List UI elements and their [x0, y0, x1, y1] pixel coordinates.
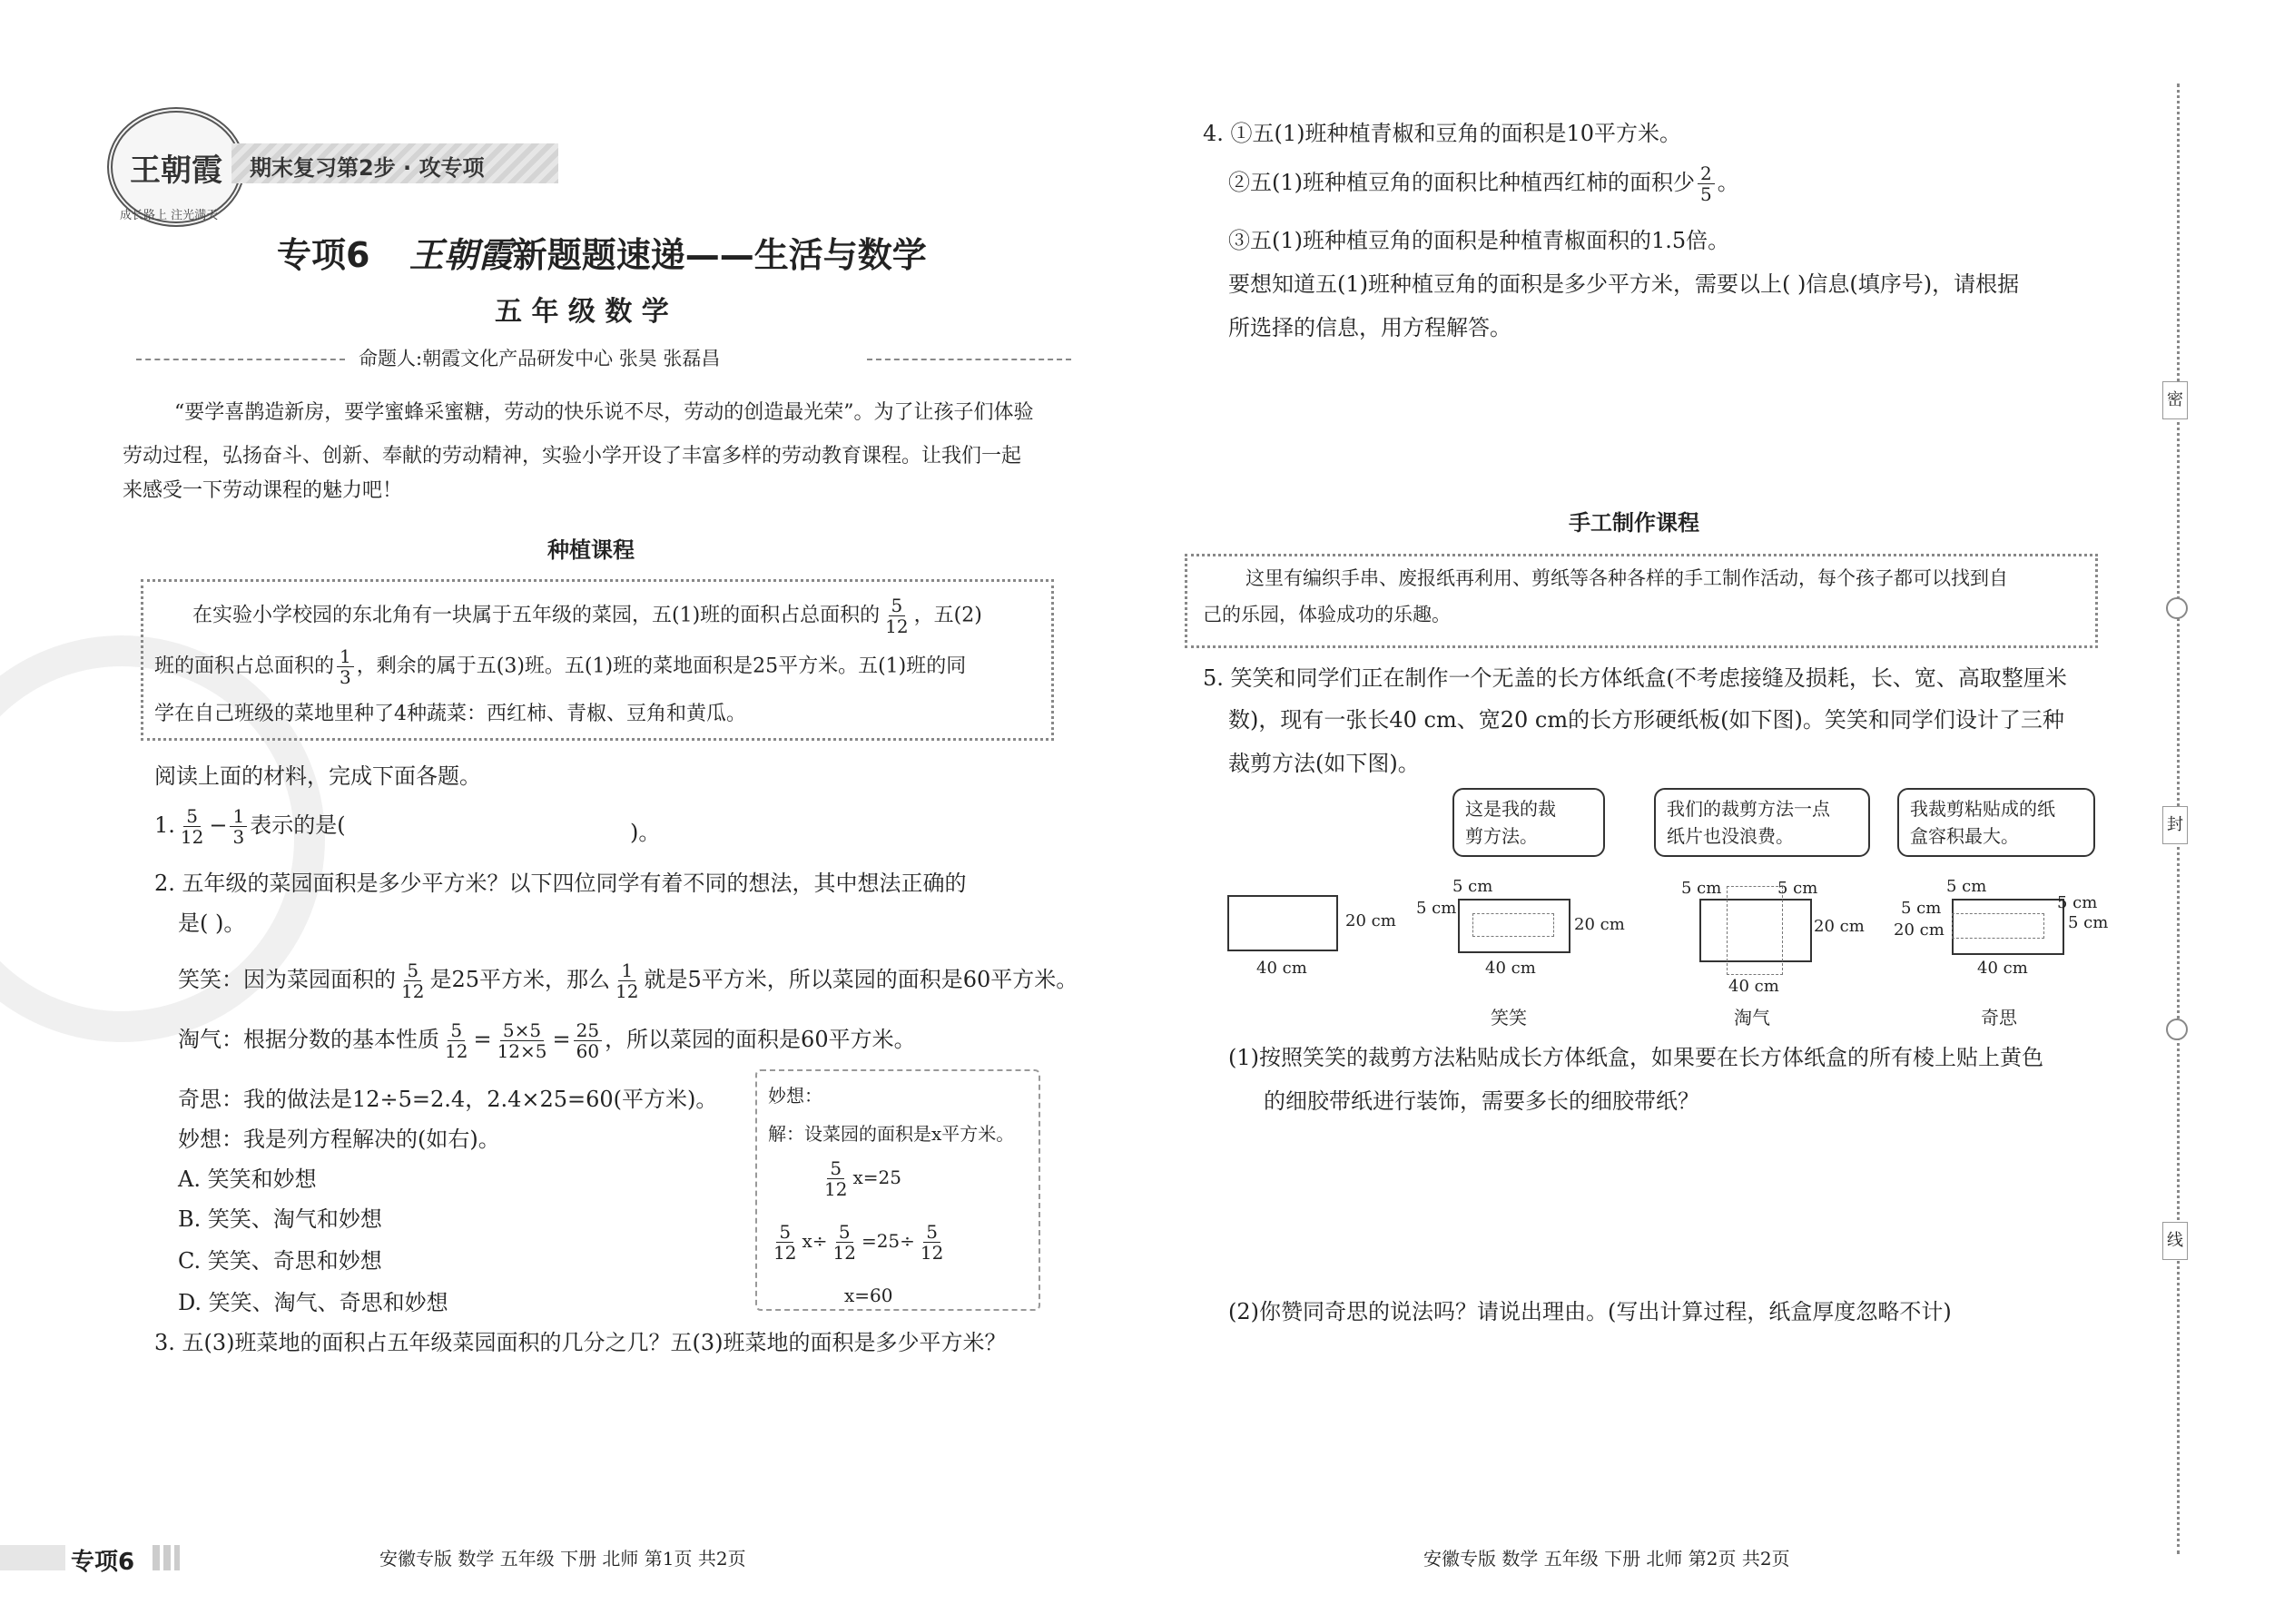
fold-line: [1727, 886, 1783, 975]
q5-sub2: (2)你赞同奇思的说法吗？请说出理由。(写出计算过程，纸盒厚度忽略不计): [1228, 1299, 1952, 1324]
fig3-right-label: 5 cm: [2068, 913, 2109, 932]
figure-name-qisi: 奇思: [1981, 1007, 2017, 1029]
q1-minus: −: [209, 812, 228, 838]
fraction-numerator: 5: [889, 595, 906, 616]
bubble-line: 这是我的裁: [1465, 798, 1556, 820]
xiaoxiao-c: 就是5平方米，所以菜园的面积是60平方米。: [644, 967, 1078, 992]
fraction-denominator: 12: [920, 1242, 944, 1264]
bubble-line: 纸片也没浪费。: [1667, 825, 1794, 847]
figure-name-taoqi: 淘气: [1734, 1007, 1770, 1029]
option-b: B. 笑笑、淘气和妙想: [178, 1206, 382, 1232]
authors-rule-left: [136, 359, 345, 360]
box-eq2a: x÷: [802, 1230, 828, 1252]
fraction-numerator: 5×5: [500, 1020, 544, 1041]
fraction-1-3: [230, 806, 247, 847]
fraction-denominator: 12: [773, 1242, 797, 1264]
option-c: C. 笑笑、奇思和妙想: [178, 1248, 382, 1274]
fraction-denominator: 12: [445, 1040, 468, 1062]
q5-line-1: 5. 笑笑和同学们正在制作一个无盖的长方体纸盒(不考虑接缝及损耗，长、宽、高取整厘米: [1203, 665, 2067, 691]
fraction-numerator: 5: [836, 1222, 853, 1243]
side-marker-seal: 封: [2162, 806, 2188, 844]
fraction-5-12: [178, 806, 206, 847]
taoqi-idea: [178, 1020, 916, 1061]
fraction-5-12: [918, 1222, 946, 1263]
taoqi-a: 淘气：根据分数的基本性质: [178, 1027, 439, 1052]
question-2-line-1: 2. 五年级的菜园面积是多少平方米？以下四位同学有着不同的想法，其中想法正确的: [154, 871, 967, 896]
option-a: A. 笑笑和妙想: [178, 1166, 317, 1192]
fig2-width-label: 40 cm: [1728, 977, 1779, 996]
box-eq-1: [819, 1158, 901, 1199]
fold-line: [1472, 913, 1554, 937]
option-d: D. 笑笑、淘气、奇思和妙想: [178, 1290, 448, 1315]
q1-num: 1.: [154, 812, 175, 838]
box-line-1: 解：设菜园的面积是x平方米。: [768, 1123, 1015, 1145]
fig2-height-label: 20 cm: [1814, 917, 1865, 936]
title-prefix: 专项6: [277, 235, 370, 275]
q4-line-3: ③五(1)班种植豆角的面积是种植青椒面积的1.5倍。: [1228, 228, 1730, 253]
fig0-height-label: 20 cm: [1345, 911, 1396, 930]
fraction-denominator: 12: [180, 826, 204, 848]
q4-l2a: ②五(1)班种植豆角的面积比种植西红柿的面积少: [1228, 170, 1695, 195]
fraction-denominator: 12: [615, 980, 639, 1002]
side-marker-seal: 密: [2162, 381, 2188, 419]
xiaoxiao-idea: [178, 960, 1078, 1001]
section-tab: [231, 143, 558, 183]
fraction-1-3: [337, 646, 354, 687]
fraction-denominator: 12: [824, 1178, 848, 1200]
fraction-denominator: 12: [885, 615, 909, 637]
box-eq-3: x=60: [844, 1284, 893, 1306]
handcraft-line-1: 这里有编织手串、废报纸再利用、剪纸等各种各样的手工制作活动，每个孩子都可以找到自: [1245, 567, 2008, 589]
cardboard-rectangle: [1227, 895, 1338, 951]
bubble-line: 盒容积最大。: [1910, 825, 2019, 847]
intro-line-2: 劳动过程，弘扬奋斗、创新、奉献的劳动精神，实验小学开设了丰富多样的劳动教育课程。让我们一起: [123, 445, 1022, 468]
fraction-denominator: 12: [832, 1242, 856, 1264]
intro-line-3: 来感受一下劳动课程的魅力吧！: [123, 479, 403, 502]
handcraft-heading: 手工制作课程: [1569, 510, 1699, 536]
fraction-numerator: 5: [183, 806, 201, 827]
miaoxiang-idea: 妙想：我是列方程解决的(如右)。: [178, 1127, 500, 1152]
fraction-numerator: 1: [230, 806, 247, 827]
fraction-numerator: 1: [618, 960, 635, 981]
read-prompt: 阅读上面的材料，完成下面各题。: [154, 763, 481, 789]
footer-tag-squares: [153, 1545, 180, 1570]
question-1: [154, 806, 346, 847]
q4-line-4: 要想知道五(1)班种植豆角的面积是多少平方米，需要以上( )信息(填序号)，请根据: [1228, 271, 2020, 297]
speech-bubble-qisi: [1897, 788, 2095, 857]
fraction-5-12: [831, 1222, 859, 1263]
footer-tag-bar: [0, 1545, 65, 1570]
badge-text: 王朝霞: [130, 152, 222, 189]
equals: =: [552, 1027, 571, 1052]
fraction-numerator: 5: [923, 1222, 940, 1243]
fraction-5-12: [399, 960, 427, 1001]
fig3-right-top-label: 5 cm: [2057, 893, 2098, 912]
xiaoxiao-a: 笑笑：因为菜园面积的: [178, 967, 396, 992]
fraction-numerator: 1: [337, 646, 354, 667]
fig3-left-top-label: 5 cm: [1901, 899, 1942, 918]
fraction-denominator: 12×5: [497, 1040, 547, 1062]
fraction-1-12: [613, 960, 641, 1001]
fraction-5-12: [442, 1020, 470, 1061]
fraction-numerator: 5: [776, 1222, 793, 1243]
q5-sub1-line-2: 的细胶带纸进行装饰，需要多长的细胶带纸？: [1264, 1088, 1699, 1114]
bubble-line: 我们的裁剪方法一点: [1667, 798, 1830, 820]
question-3: 3. 五(3)班菜地的面积占五年级菜园面积的几分之几？五(3)班菜地的面积是多少平方米？: [154, 1330, 1007, 1355]
fig1-width-label: 40 cm: [1485, 959, 1536, 978]
bubble-line: 剪方法。: [1465, 825, 1538, 847]
planting-line-2: [154, 646, 966, 687]
q5-line-2: 数)，现有一张长40 cm、宽20 cm的长方形硬纸板(如下图)。笑笑和同学们设计了三种: [1228, 707, 2064, 733]
speech-bubble-taoqi: [1654, 788, 1870, 857]
planting-line-3: 学在自己班级的菜地里种了4种蔬菜：西红柿、青椒、豆角和黄瓜。: [154, 703, 746, 725]
page-subtitle: 五 年 级 数 学: [495, 296, 669, 328]
fraction-25-60: [574, 1020, 602, 1061]
fraction-numerator: 5: [404, 960, 421, 981]
q5-line-3: 裁剪方法(如下图)。: [1228, 751, 1420, 776]
fraction-denominator: 3: [232, 826, 245, 848]
speech-bubble-xiaoxiao: [1452, 788, 1605, 857]
side-circle-marker: [2166, 1019, 2188, 1040]
footer-left: 安徽专版 数学 五年级 下册 北师 第1页 共2页: [379, 1548, 746, 1570]
fig1-left-label: 5 cm: [1416, 899, 1457, 918]
fraction-5x5-12x5: [495, 1020, 550, 1061]
q4-l2b: 。: [1717, 170, 1739, 195]
fraction-5-12: [771, 1222, 799, 1263]
intro-line-1: “要学喜鹊造新房，要学蜜蜂采蜜糖，劳动的快乐说不尽，劳动的创造最光荣”。为了让孩子们体验: [174, 401, 1034, 424]
qisi-idea: 奇思：我的做法是12÷5=2.4，2.4×25=60(平方米)。: [178, 1087, 718, 1112]
equals: =: [473, 1027, 492, 1052]
box-eq1-text: x=25: [852, 1166, 901, 1188]
xiaoxiao-b: 是25平方米，那么: [429, 967, 610, 992]
planting-p1a: 在实验小学校园的东北角有一块属于五年级的菜园，五(1)班的面积占总面积的: [192, 604, 881, 627]
planting-p2b: ，剩余的属于五(3)班。五(1)班的菜地面积是25平方米。五(1)班的同: [356, 655, 967, 678]
q4-line-5: 所选择的信息，用方程解答。: [1228, 315, 1511, 340]
title-brand: 王朝霞: [409, 235, 513, 275]
fig1-height-label: 20 cm: [1574, 915, 1625, 934]
planting-heading: 种植课程: [547, 537, 635, 563]
side-circle-marker: [2166, 597, 2188, 619]
q1-text: 表示的是(: [250, 812, 346, 838]
authors-rule-right: [867, 359, 1071, 360]
question-2-line-2: 是( )。: [178, 910, 246, 936]
fraction-5-12: [882, 595, 911, 636]
fraction-denominator: 3: [340, 666, 351, 688]
fraction-2-5: [1698, 163, 1715, 204]
fig2-tr-label: 5 cm: [1777, 879, 1818, 898]
fig0-width-label: 40 cm: [1256, 959, 1307, 978]
q4-line-2: [1228, 163, 1739, 204]
q1-close: )。: [630, 820, 661, 845]
section-tab-label: 期末复习第2步 · 攻专项: [250, 155, 485, 181]
fold-line: [1952, 913, 2044, 939]
fraction-numerator: 2: [1698, 163, 1715, 184]
footer-tag: 专项6: [71, 1549, 135, 1576]
handcraft-line-2: 己的乐园，体验成功的乐趣。: [1203, 604, 1451, 625]
planting-line-1: [192, 595, 982, 636]
fig3-width-label: 40 cm: [1977, 959, 2028, 978]
q5-sub1-line-1: (1)按照笑笑的裁剪方法粘贴成长方体纸盒，如果要在长方体纸盒的所有棱上贴上黄色: [1228, 1045, 2043, 1070]
fraction-numerator: 5: [448, 1020, 465, 1041]
fig1-top-label: 5 cm: [1452, 877, 1493, 896]
title-main: 新题题速递——生活与数学: [512, 235, 927, 275]
fraction-denominator: 12: [401, 980, 425, 1002]
fig3-top-label: 5 cm: [1946, 877, 1987, 896]
footer-right: 安徽专版 数学 五年级 下册 北师 第2页 共2页: [1423, 1548, 1790, 1570]
fraction-numerator: 5: [827, 1158, 844, 1179]
side-marker-line: 线: [2162, 1222, 2188, 1260]
figure-name-xiaoxiao: 笑笑: [1491, 1007, 1527, 1029]
fraction-denominator: 60: [576, 1040, 600, 1062]
planting-p2a: 班的面积占总面积的: [154, 655, 335, 678]
planting-p1b: ，五(2): [913, 604, 982, 627]
q4-line-1: 4. ①五(1)班种植青椒和豆角的面积是10平方米。: [1203, 121, 1682, 146]
box-eq2b: =25÷: [861, 1230, 915, 1252]
fraction-5-12: [822, 1158, 850, 1199]
box-title: 妙想：: [768, 1085, 822, 1107]
page-title: [277, 227, 927, 277]
fraction-denominator: 5: [1700, 183, 1712, 205]
badge-motto: 成长路上 注光满天: [120, 209, 219, 222]
fraction-numerator: 25: [574, 1020, 602, 1041]
fig2-tl-label: 5 cm: [1681, 879, 1722, 898]
bubble-line: 我裁剪粘贴成的纸: [1910, 798, 2055, 820]
fig3-left-label: 20 cm: [1894, 920, 1944, 940]
taoqi-b: ，所以菜园的面积是60平方米。: [605, 1027, 916, 1052]
box-eq-2: [768, 1222, 949, 1263]
authors-line: 命题人:朝霞文化产品研发中心 张昊 张磊昌: [359, 348, 721, 369]
